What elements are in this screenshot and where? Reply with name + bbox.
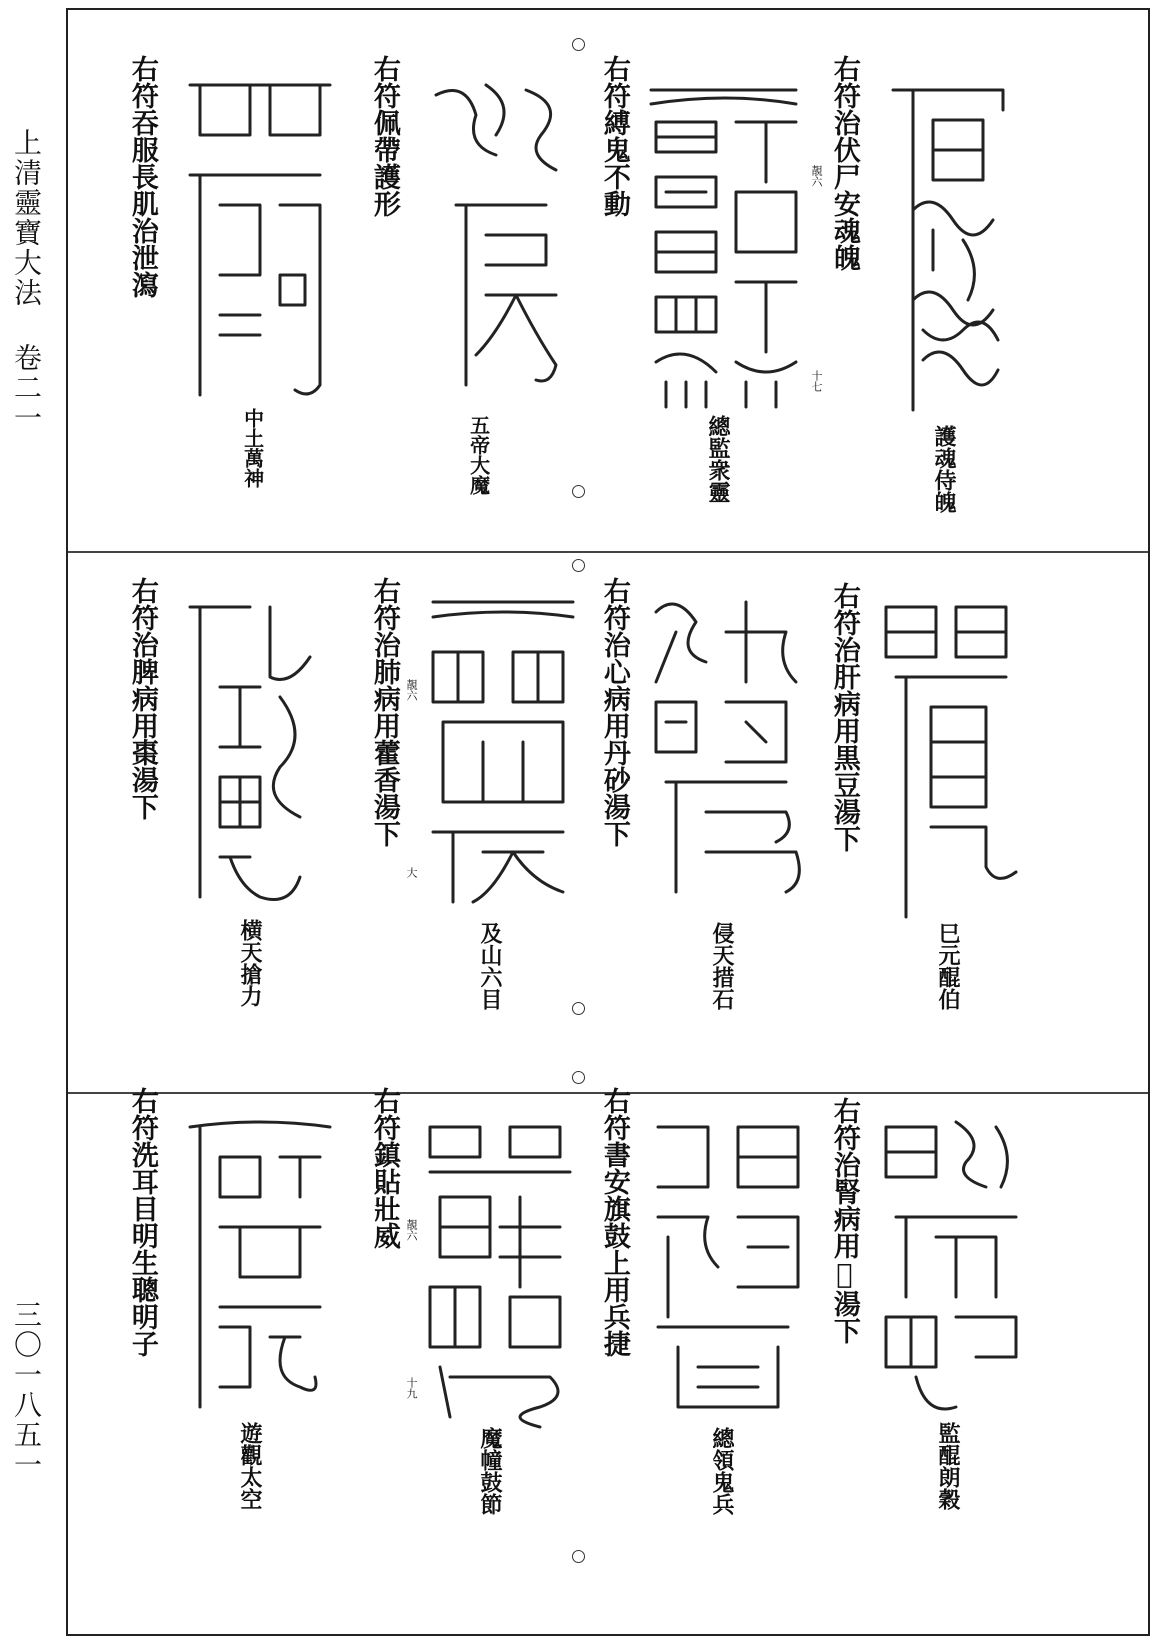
- talisman-caption: 右符洗耳目明生聰明子: [126, 1087, 158, 1357]
- talisman-note: 靚六: [405, 1219, 418, 1241]
- talisman-panel: [68, 10, 1148, 550]
- talisman-seal: [180, 1117, 340, 1417]
- book-title: 上清靈寶大法 卷二一: [10, 128, 43, 433]
- talisman-name: 魔幢鼓節: [476, 1427, 503, 1515]
- talisman-name: 總監衆靈: [704, 415, 731, 503]
- talisman-name: 中土萬神: [240, 408, 265, 488]
- marker-circle: [572, 38, 585, 51]
- talisman-caption: 右符吞服長肌治泄瀉: [126, 55, 158, 298]
- talisman-seal: [426, 75, 576, 405]
- panel-divider: [68, 551, 1148, 553]
- talisman-seal: [873, 70, 1023, 430]
- talisman-seal: [876, 1117, 1026, 1427]
- talisman-note: 靚六: [405, 679, 418, 701]
- talisman-caption: 右符治脾病用棗湯下: [126, 577, 158, 820]
- talisman-caption: 右符鎮貼壯威: [368, 1087, 400, 1249]
- talisman-note: 十九: [405, 1377, 418, 1399]
- talisman-panel: [68, 557, 1148, 1091]
- talisman-seal: [423, 592, 583, 912]
- talisman-name: 總領鬼兵: [708, 1427, 735, 1515]
- talisman-seal: [648, 1117, 808, 1427]
- talisman-note: 靚六: [810, 165, 823, 187]
- talisman-caption: 右符佩帶護形: [368, 55, 400, 217]
- talisman-seal: [646, 592, 806, 912]
- talisman-seal: [180, 597, 340, 917]
- marker-circle: [572, 485, 585, 498]
- talisman-caption: 右符治肝病用黒豆湯下: [828, 582, 860, 852]
- talisman-caption: 右符縛鬼不動: [598, 55, 630, 217]
- talisman-note: 十七: [810, 370, 823, 392]
- talisman-caption: 右符治肺病用藿香湯下: [368, 577, 400, 847]
- talisman-name: 及山六目: [476, 922, 503, 1010]
- talisman-name: 横天搶力: [236, 919, 263, 1007]
- talisman-name: 五帝大魔: [466, 415, 491, 495]
- talisman-caption: 右符治腎病用𥣃湯下: [828, 1097, 860, 1344]
- talisman-name: 護魂侍魄: [930, 425, 957, 513]
- marker-circle: [572, 1071, 585, 1084]
- talisman-seal: [876, 597, 1026, 937]
- talisman-name: 巳元醌伯: [934, 922, 961, 1010]
- talisman-name: 監醌朗穀: [934, 1422, 961, 1510]
- marker-circle: [572, 559, 585, 572]
- marker-circle: [572, 1550, 585, 1563]
- talisman-seal: [420, 1117, 580, 1427]
- talisman-seal: [646, 82, 806, 412]
- talisman-note: 大: [405, 867, 418, 878]
- page-number: 三〇一八五一: [10, 1300, 43, 1480]
- talisman-panel: [68, 1087, 1148, 1634]
- talisman-caption: 右符書安旗鼓上用兵捷: [598, 1087, 630, 1357]
- talisman-caption: 右符治心病用丹砂湯下: [598, 577, 630, 847]
- talisman-name: 侵天措石: [708, 922, 735, 1010]
- marker-circle: [572, 1002, 585, 1015]
- talisman-caption: 右符治伏尸安魂魄: [828, 55, 860, 271]
- talisman-seal: [180, 75, 340, 405]
- talisman-name: 遊觀太空: [236, 1422, 263, 1510]
